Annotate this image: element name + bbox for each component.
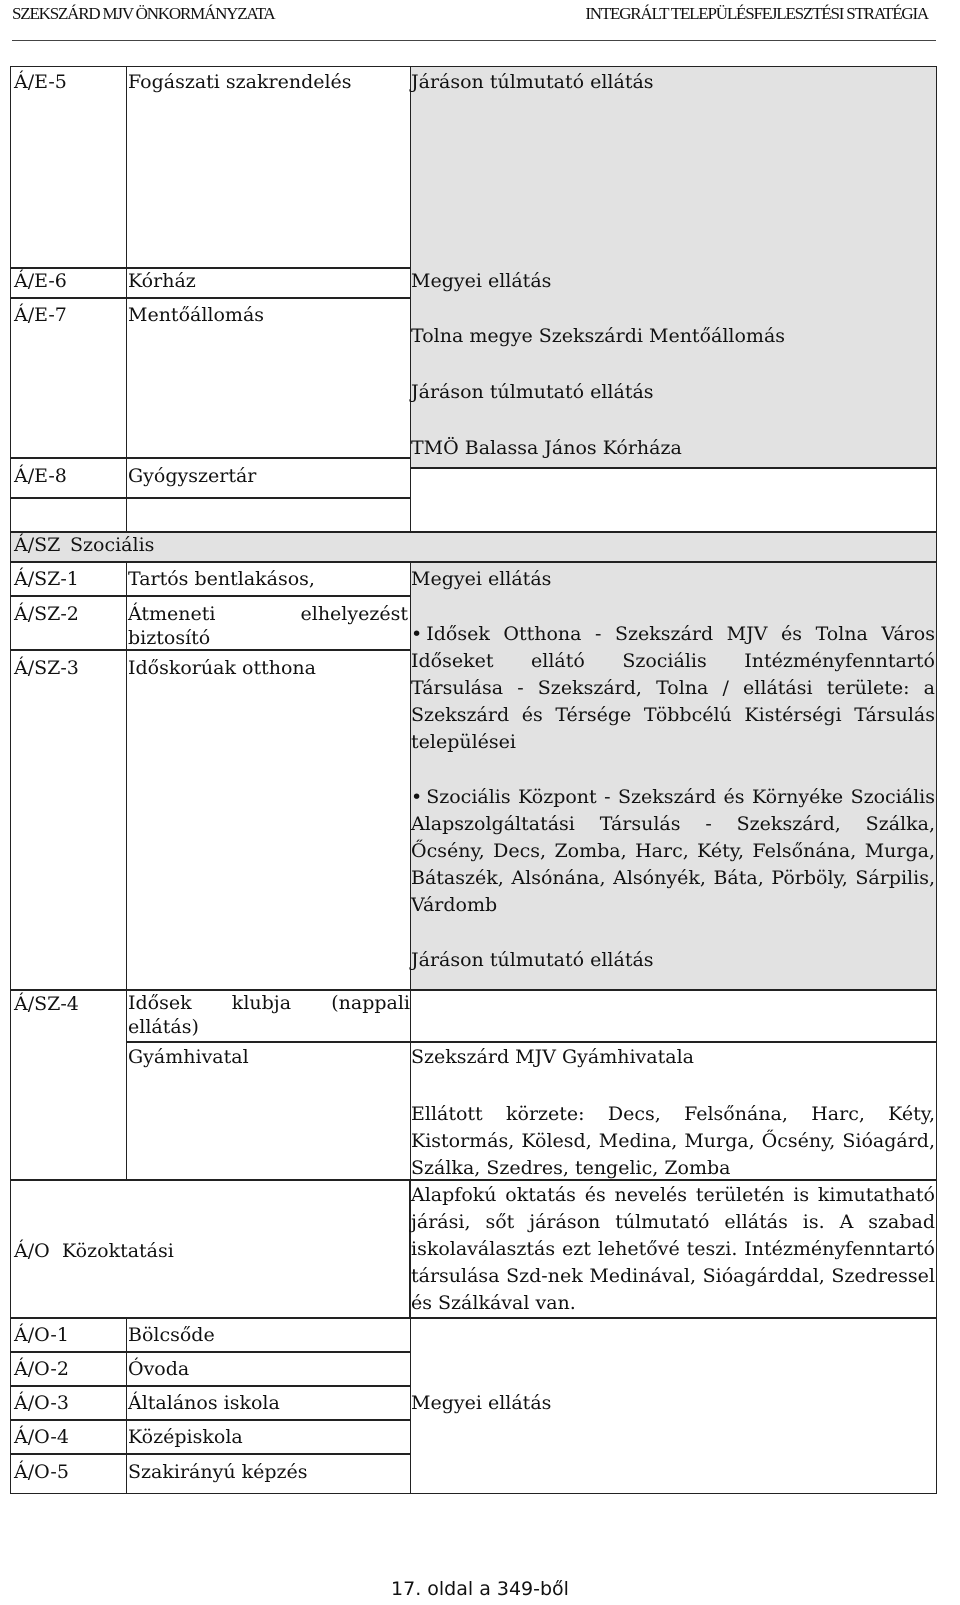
code-o5: Á/O-5 [14, 1461, 69, 1483]
name-gyamhivatal: Gyámhivatal [128, 1046, 249, 1068]
border-c3-e8 [410, 468, 937, 532]
note-o: Alapfokú oktatás és nevelés területén is kimutatható járási, sőt járáson túlmutató ellátás is. A szabad iskolaválasztás ezt lehetővé teszi. Intézményfenntartó társulása Szd-nek Medinával, Sióagárddal, Szedressel és Szálkával van. [411, 1184, 935, 1314]
code-o2: Á/O-2 [14, 1358, 69, 1380]
provider-e6: TMÖ Balassa János Kórháza [411, 437, 682, 459]
border-c2-blank [126, 498, 411, 532]
area-gyamhivatal: Ellátott körzete: Decs, Felsőnána, Harc, Kéty, Kistormás, Kölesd, Medina, Murga, Őcsény, Sióagárd, Szálka, Szedres, tengelic, Zomba [411, 1103, 935, 1179]
border-c2-e5 [126, 66, 411, 268]
code-e8: Á/E-8 [14, 465, 67, 487]
border-c1-sz3 [10, 650, 127, 990]
code-o: Á/O [14, 1240, 50, 1262]
name-o5: Szakirányú képzés [128, 1461, 308, 1483]
code-e7: Á/E-7 [14, 304, 67, 326]
scope-o3: Megyei ellátás [411, 1392, 552, 1414]
header-right: INTEGRÁLT TELEPÜLÉSFEJLESZTÉSI STRATÉGIA [585, 4, 928, 23]
provider-e7: Tolna megye Szekszárdi Mentőállomás [411, 325, 786, 347]
name-sz: Szociális [70, 534, 155, 556]
name-o4: Középiskola [128, 1426, 243, 1448]
name-o: Közoktatási [62, 1240, 174, 1262]
code-sz1: Á/SZ-1 [14, 568, 79, 590]
header-left: SZEKSZÁRD MJV ÖNKORMÁNYZATA [12, 4, 275, 23]
border-c3-e [410, 66, 937, 468]
name-sz4: Idősek klubja (nappali ellátás) [128, 992, 410, 1038]
name-o1: Bölcsőde [128, 1324, 215, 1346]
border-c3-sz4 [410, 990, 937, 1042]
name-sz2-line1: Átmeneti elhelyezést [128, 603, 408, 625]
name-e7: Mentőállomás [128, 304, 265, 326]
code-o1: Á/O-1 [14, 1324, 69, 1346]
name-sz1: Tartós bentlakásos, [128, 568, 315, 590]
code-e5: Á/E-5 [14, 71, 67, 93]
name-e8: Gyógyszertár [128, 465, 257, 487]
name-sz2-line2: biztosító [128, 627, 211, 649]
border-c1-sz4 [10, 990, 127, 1180]
provider-sz-1: • Idősek Otthona - Szekszárd MJV és Tolna Város Időseket ellátó Szociális Intézményfenntartó Társulása - Szekszárd, Tolna / ellátási területe: a Szekszárd és Térsége Többcélú Kistérségi Társulás települései [411, 621, 935, 756]
page-number: 17. oldal a 349-ből [391, 1578, 569, 1600]
code-e6: Á/E-6 [14, 270, 67, 292]
code-sz2: Á/SZ-2 [14, 603, 79, 625]
code-o4: Á/O-4 [14, 1426, 69, 1448]
name-o3: Általános iskola [128, 1392, 280, 1414]
scope-sz1: Megyei ellátás [411, 568, 552, 590]
code-sz: Á/SZ [14, 534, 61, 556]
border-c1-blank [10, 498, 127, 532]
code-sz3: Á/SZ-3 [14, 657, 79, 679]
scope-e7: Járáson túlmutató ellátás [411, 381, 654, 403]
scope-e5: Járáson túlmutató ellátás [411, 71, 654, 93]
scope-sz: Járáson túlmutató ellátás [411, 949, 654, 971]
code-o3: Á/O-3 [14, 1392, 69, 1414]
header-rule [12, 40, 936, 41]
provider-gyamhivatal: Szekszárd MJV Gyámhivatala [411, 1046, 694, 1068]
provider-sz-2: • Szociális Központ - Szekszárd és Környéke Szociális Alapszolgáltatási Társulás - Szekszárd, Szálka, Őcsény, Decs, Zomba, Harc, Kéty, Felsőnána, Murga, Bátaszék, Alsónána, Alsónyék, Báta, Pörböly, Sárpilis, Várdomb [411, 784, 935, 919]
name-o2: Óvoda [128, 1358, 190, 1380]
scope-e6: Megyei ellátás [411, 270, 552, 292]
border-c2-sz3 [126, 650, 411, 990]
name-e5: Fogászati szakrendelés [128, 71, 352, 93]
border-c1-e5 [10, 66, 127, 268]
name-e6: Kórház [128, 270, 196, 292]
name-sz3: Időskorúak otthona [128, 657, 316, 679]
code-sz4: Á/SZ-4 [14, 993, 79, 1015]
